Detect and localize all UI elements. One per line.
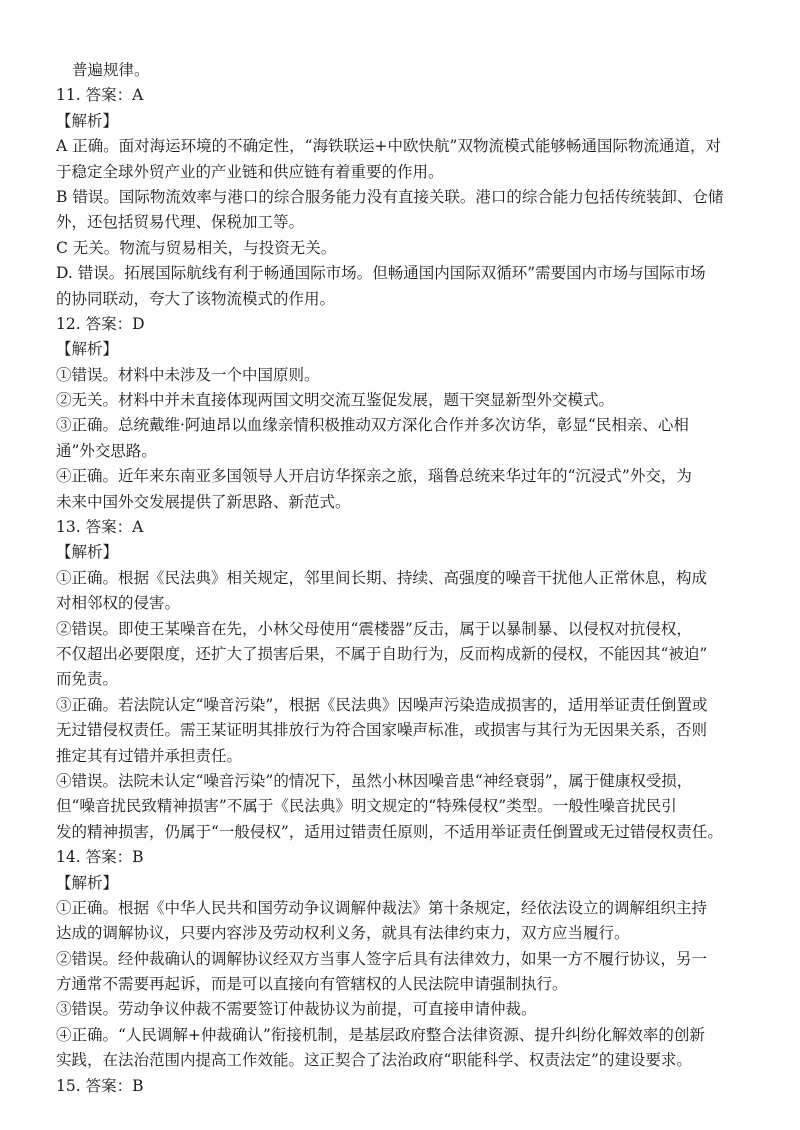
text-line: B 错误。国际物流效率与港口的综合服务能力没有直接关联。港口的综合能力包括传统装卸、仓储 [56,187,724,206]
analysis-label: 【解析】 [56,543,119,562]
text-line: 不仅超出必要限度，还扩大了损害后果，不属于自助行为，反而构成新的侵权，不能因其“被迫” [56,644,708,663]
text-line: 方通常不需要再起诉，而是可以直接向有管辖权的人民法院申请强制执行。 [56,975,568,994]
answer-heading: 15. 答案：B [56,1076,144,1095]
text-line: C 无关。物流与贸易相关，与投资无关。 [56,238,337,257]
text-line: 发的精神损害，仍属于“一般侵权”，适用过错责任原则，不适用举证责任倒置或无过错侵权责任。 [56,822,723,841]
text-line: 对相邻权的侵害。 [56,594,181,613]
answer-heading: 13. 答案：A [56,518,144,537]
text-line: ④正确。“人民调解+仲裁确认”衔接机制，是基层政府整合法律资源、提升纠纷化解效率的创新 [56,1025,705,1044]
text-line: 达成的调解协议，只要内容涉及劳动权利义务，就具有法律约束力，双方应当履行。 [56,924,630,943]
text-line: 外，还包括贸易代理、保税加工等。 [56,213,305,232]
text-line: 的协同联动，夸大了该物流模式的作用。 [56,289,336,308]
text-line: 于稳定全球外贸产业的产业链和供应链有着重要的作用。 [56,162,444,181]
text-line: ③正确。若法院认定“噪音污染”，根据《民法典》因噪声污染造成损害的，适用举证责任倒置或 [56,695,708,714]
text-line: ②错误。即使王某噪音在先，小林父母使用“震楼器”反击，属于以暴制暴、以侵权对抗侵权， [56,619,692,638]
text-line: ③正确。总统戴维·阿迪昂以血缘亲情积极推动双方深化合作并多次访华，彰显“民相亲、心相 [56,416,689,435]
text-line: 实践，在法治范围内提高工作效能。这正契合了法治政府“职能科学、权责法定”的建设要求。 [56,1051,692,1070]
text-line: A 正确。面对海运环境的不确定性，“海铁联运+中欧快航”双物流模式能够畅通国际物流通道，对 [56,137,721,156]
text-line: ①错误。材料中未涉及一个中国原则。 [56,365,320,384]
analysis-label: 【解析】 [56,111,119,130]
text-line: 但“噪音扰民致精神损害”不属于《民法典》明文规定的“特殊侵权”类型。一般性噪音扰民引 [56,797,677,816]
text-line: ③错误。劳动争议仲裁不需要签订仲裁协议为前提，可直接申请仲裁。 [56,1000,537,1019]
text-line: 推定其有过错并承担责任。 [56,746,243,765]
answer-heading: 14. 答案：B [56,848,144,867]
text-line: ①正确。根据《中华人民共和国劳动争议调解仲裁法》第十条规定，经依法设立的调解组织主持 [56,898,708,917]
answer-heading: 12. 答案：D [56,314,145,333]
analysis-label: 【解析】 [56,340,119,359]
text-line: 普遍规律。 [72,61,150,79]
document-body [56,58,746,1099]
text-line: ②无关。材料中并未直接体现两国文明交流互鉴促发展，题干突显新型外交模式。 [56,391,615,410]
answer-heading: 11. 答案：A [56,86,144,105]
analysis-label: 【解析】 [56,873,119,892]
text-line: 未来中国外交发展提供了新思路、新范式。 [56,492,351,511]
text-line: ②错误。经仲裁确认的调解协议经双方当事人签字后具有法律效力，如果一方不履行协议，另一 [56,949,708,968]
text-line: 无过错侵权责任。需王某证明其排放行为符合国家噪声标准，或损害与其行为无因果关系，否则 [56,721,708,740]
text-line: ④错误。法院未认定“噪音污染”的情况下，虽然小林因噪音患“神经衰弱”，属于健康权受损， [56,771,693,790]
text-line: D. 错误。拓展国际航线有利于畅通国际市场。但畅通国内国际双循环”需要国内市场与国际市场 [56,264,706,283]
text-line: 通”外交思路。 [56,441,157,460]
text-line: ①正确。根据《民法典》相关规定，邻里间长期、持续、高强度的噪音干扰他人正常休息，构成 [56,568,708,587]
text-line: ④正确。近年来东南亚多国领导人开启访华探亲之旅，瑙鲁总统来华过年的“沉浸式”外交，为 [56,467,692,486]
text-line: 而免责。 [56,670,119,689]
